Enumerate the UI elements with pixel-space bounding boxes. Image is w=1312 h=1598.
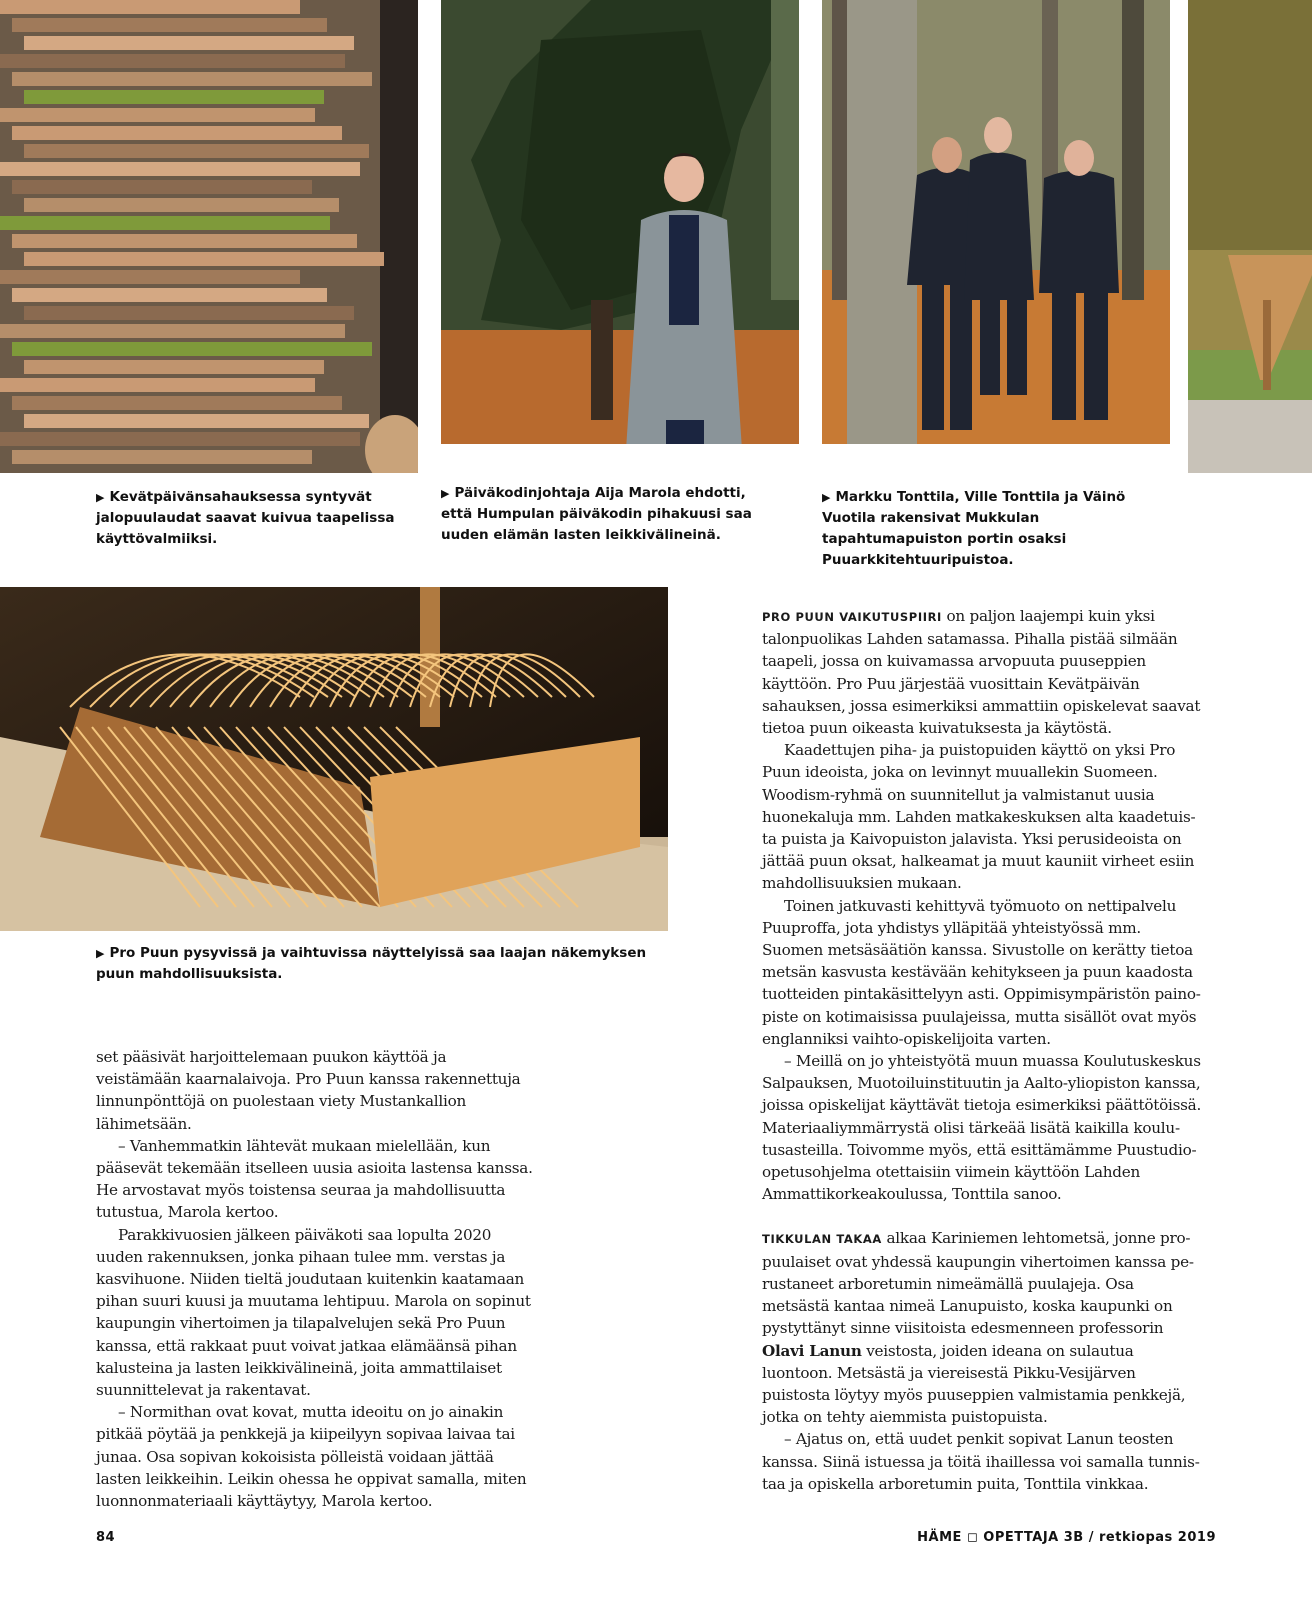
men-at-park-photo [822,0,1170,444]
lumber-plank [0,270,300,284]
left-column-text [96,1046,536,1512]
lumber-plank [0,162,360,176]
lumber-stack-photo [0,0,418,473]
lumber-plank [0,324,345,338]
lumber-plank [0,216,330,230]
section-lead: PRO PUUN VAIKUTUSPIIRI [762,610,942,624]
lumber-plank [12,72,372,86]
lumber-plank [24,360,324,374]
lumber-plank [0,54,345,68]
lumber-plank [24,306,354,320]
lumber-plank [12,450,312,464]
paragraph: set pääsivät harjoittelemaan puukon käyttöä ja veistämään kaarnalaivoja. Pro Puun kanssa rakennettuja linnunpönttöjä on puolestaan viety Mustankallion lähimetsään. [96,1048,521,1133]
paragraph: – Meillä on jo yhteistyötä muun muassa Koulutuskeskus Salpauksen, Muotoiluinstituutin ja Aalto-yliopiston kanssa, joissa opiskelijat käyttävät tietoja esimerkiksi päättötöissä. Materiaaliymmärrystä olisi tärkeää lisätä kaikilla koulutusasteilla. Toivomme myös, että esittämämme Puustudio-opetusohjelma otettaisiin viimein käyttöön Lahden Ammattikorkeakoulussa, Tonttila sanoo. [762,1052,1202,1204]
paragraph: – Ajatus on, että uudet penkit sopivat Lanun teosten kanssa. Siinä istuessa ja töitä ihaillessa voi samalla tunnistaa ja opiskella arboretumin puita, Tonttila vinkkaa. [762,1430,1200,1493]
caption-arrow-icon: ▶ [822,491,831,504]
lumber-plank [0,0,300,14]
lumber-plank [0,108,315,122]
lumber-plank [24,144,369,158]
lumber-plank [24,414,369,428]
lumber-plank [12,18,327,32]
lumber-caption: ▶ Kevätpäivänsahauksessa syntyvät jalopuulaudat saavat kuivua taapelissa käyttövalmiiksi. [96,489,395,547]
lumber-plank [12,180,312,194]
person-name: Olavi Lanun [762,1341,862,1360]
paragraph: – Normithan ovat kovat, mutta ideoitu on jo ainakin pitkää pöytää ja penkkejä ja kiipeilyyn sopivaa laivaa tai junaa. Osa sopivan kokoisista pölleistä voidaan jättää lasten leikkeihin. Leikin ohessa he oppivat samalla, miten luonnonmateriaali käyttäytyy, Marola kertoo. [96,1403,527,1511]
director-caption: ▶ Päiväkodinjohtaja Aija Marola ehdotti, että Humpulan päiväkodin pihakuusi saa uuden elämän lasten leikkivälineinä. [441,485,752,543]
caption-arrow-icon: ▶ [441,487,450,500]
paragraph: Kaadettujen piha- ja puistopuiden käyttö on yksi Pro Puun ideoista, joka on levinnyt muuallekin Suomeen. Woodism-ryhmä on suunnitellut ja valmistanut uusia huonekaluja mm. Lahden matkakeskuksen alta kaadetuista puista ja Kaivopuiston jalavista. Yksi perusideoista on jättää puun oksat, halkeamat ja muut kauniit virheet esiin mahdollisuuksien mukaan. [762,741,1196,893]
paragraph: TIKKULAN TAKAA alkaa Kariniemen lehtometsä, jonne propuulaiset ovat yhdessä kaupungin vihertoimen kanssa perustaneet arboretumin nimeämällä puulajeja. Osa metsästä kantaa nimeä Lanupuisto, koska kaupunki on pystyttänyt sinne viisitoista edesmenneen professorin Olavi Lanun veistosta, joiden ideana on sulautua luontoon. Metsästä ja viereisestä Pikku-Vesijärven puistosta löytyy myös puuseppien valmistamia penkkejä, jotka on tehty aiemmista puistopuista. [762,1229,1194,1427]
wooden-model-photo [0,587,668,931]
lumber-plank [0,378,315,392]
paragraph: – Vanhemmatkin lähtevät mukaan mielellään, kun pääsevät tekemään itselleen uusia asioita lastensa kanssa. He arvostavat myös toistensa seuraa ja mahdollisuutta tutustua, Marola kertoo. [96,1136,533,1222]
lumber-plank [0,432,360,446]
director-photo [441,0,799,444]
caption-arrow-icon: ▶ [96,491,105,504]
caption-arrow-icon: ▶ [96,947,105,960]
paragraph: PRO PUUN VAIKUTUSPIIRI on paljon laajempi kuin yksi talonpuolikas Lahden satamassa. Pihalla pistää silmään taapeli, jossa on kuivamassa arvopuuta puuseppien käyttöön. Pro Puu järjestää vuosittain Kevätpäivän sahauksen, jossa esimerkiksi ammattiin opiskelevat saavat tietoa puun oikeasta kuivatuksesta ja käytöstä. [762,607,1201,738]
section-lead: TIKKULAN TAKAA [762,1232,882,1247]
gate-structure-photo [1188,0,1312,473]
lumber-plank [12,288,327,302]
publication-name: HÄME ◻ OPETTAJA 3B / retkiopas 2019 [917,1530,1216,1545]
paragraph: Parakkivuosien jälkeen päiväkoti saa lopulta 2020 uuden rakennuksen, jonka pihaan tulee mm. verstas ja kasvihuone. Niiden tieltä joudutaan kuitenkin kaatamaan pihan suuri kuusi ja muutama lehtipuu. Marola on sopinut kaupungin vihertoimen ja tilapalvelujen sekä Pro Puun kanssa, että rakkaat puut voivat jatkaa elämäänsä pihan kalusteina ja lasten leikkivälineinä, joita ammattilaiset suunnittelevat ja rakentavat. [96,1225,531,1400]
lumber-plank [12,126,342,140]
lumber-plank [24,90,324,104]
paragraph: Toinen jatkuvasti kehittyvä työmuoto on nettipalvelu Puuproffa, jota yhdistys ylläpitää yhteistyössä mm. Suomen metsäsäätiön kanssa. Sivustolle on kerätty tietoa metsän kasvusta kestävään kehitykseen ja puun kaadosta tuotteiden pintakäsittelyyn asti. Oppimisympäristön painopiste on kotimaisissa puulajeissa, mutta sisällöt ovat myös englanniksi vaihto-opiskelijoita varten. [762,896,1201,1048]
lumber-plank [12,342,372,356]
page-number: 84 [96,1530,116,1545]
lumber-plank [24,198,339,212]
lumber-plank [24,252,384,266]
lumber-plank [12,396,342,410]
lumber-plank [12,234,357,248]
model-caption: ▶ Pro Puun pysyvissä ja vaihtuvissa näyttelyissä saa laajan näkemyksen puun mahdollisuuksista. [96,945,647,982]
men-caption: ▶ Markku Tonttila, Ville Tonttila ja Väinö Vuotila rakensivat Mukkulan tapahtumapuiston portin osaksi Puuarkkitehtuuripuistoa. [822,489,1126,568]
lumber-plank [24,36,354,50]
right-column-text [762,605,1202,1495]
